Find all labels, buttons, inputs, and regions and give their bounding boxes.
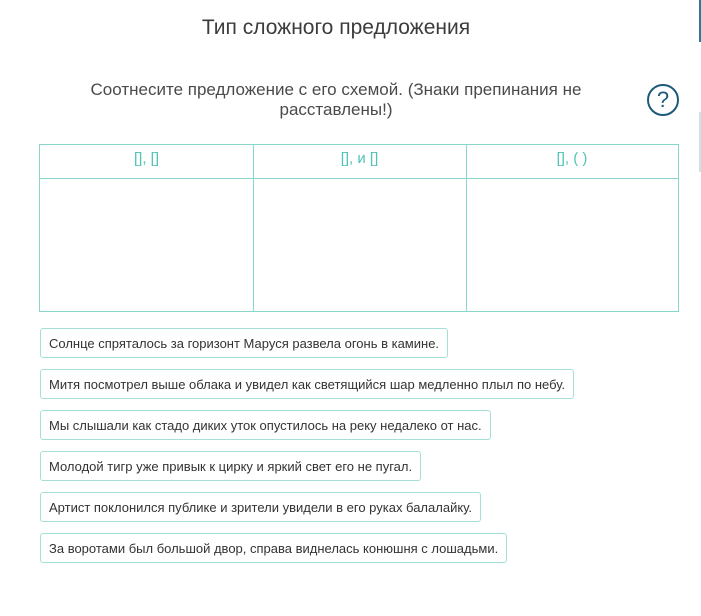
drop-zone-1[interactable] xyxy=(40,179,253,311)
sentence-card-6[interactable]: За воротами был большой двор, справа виднелась конюшня с лошадьми. xyxy=(40,533,507,563)
page-title: Тип сложного предложения xyxy=(201,16,471,39)
sentence-card-2[interactable]: Митя посмотрел выше облака и увидел как светящийся шар медленно плыл по небу. xyxy=(40,369,574,399)
column-header-3: [], ( ) xyxy=(556,150,588,167)
sentence-card-1[interactable]: Солнце спряталось за горизонт Маруся развела огонь в камине. xyxy=(40,328,448,358)
task-instruction: Соотнесите предложение с его схемой. (Знаки препинания не расставлены!) xyxy=(90,80,582,119)
sentence-card-5[interactable]: Артист поклонился публике и зрители увидели в его руках балалайку. xyxy=(40,492,481,522)
question-icon: ? xyxy=(656,87,670,112)
column-header-1: [], [] xyxy=(133,150,159,167)
help-button[interactable] xyxy=(647,84,679,116)
sentence-card-3[interactable]: Мы слышали как стадо диких уток опустилось на реку недалеко от нас. xyxy=(40,410,491,440)
sentence-card-4[interactable]: Молодой тигр уже привык к цирку и яркий свет его не пугал. xyxy=(40,451,421,481)
drop-zone-2[interactable] xyxy=(254,179,466,311)
column-header-2: [], и [] xyxy=(340,150,379,167)
drop-zone-3[interactable] xyxy=(467,179,678,311)
matching-table xyxy=(39,144,679,312)
